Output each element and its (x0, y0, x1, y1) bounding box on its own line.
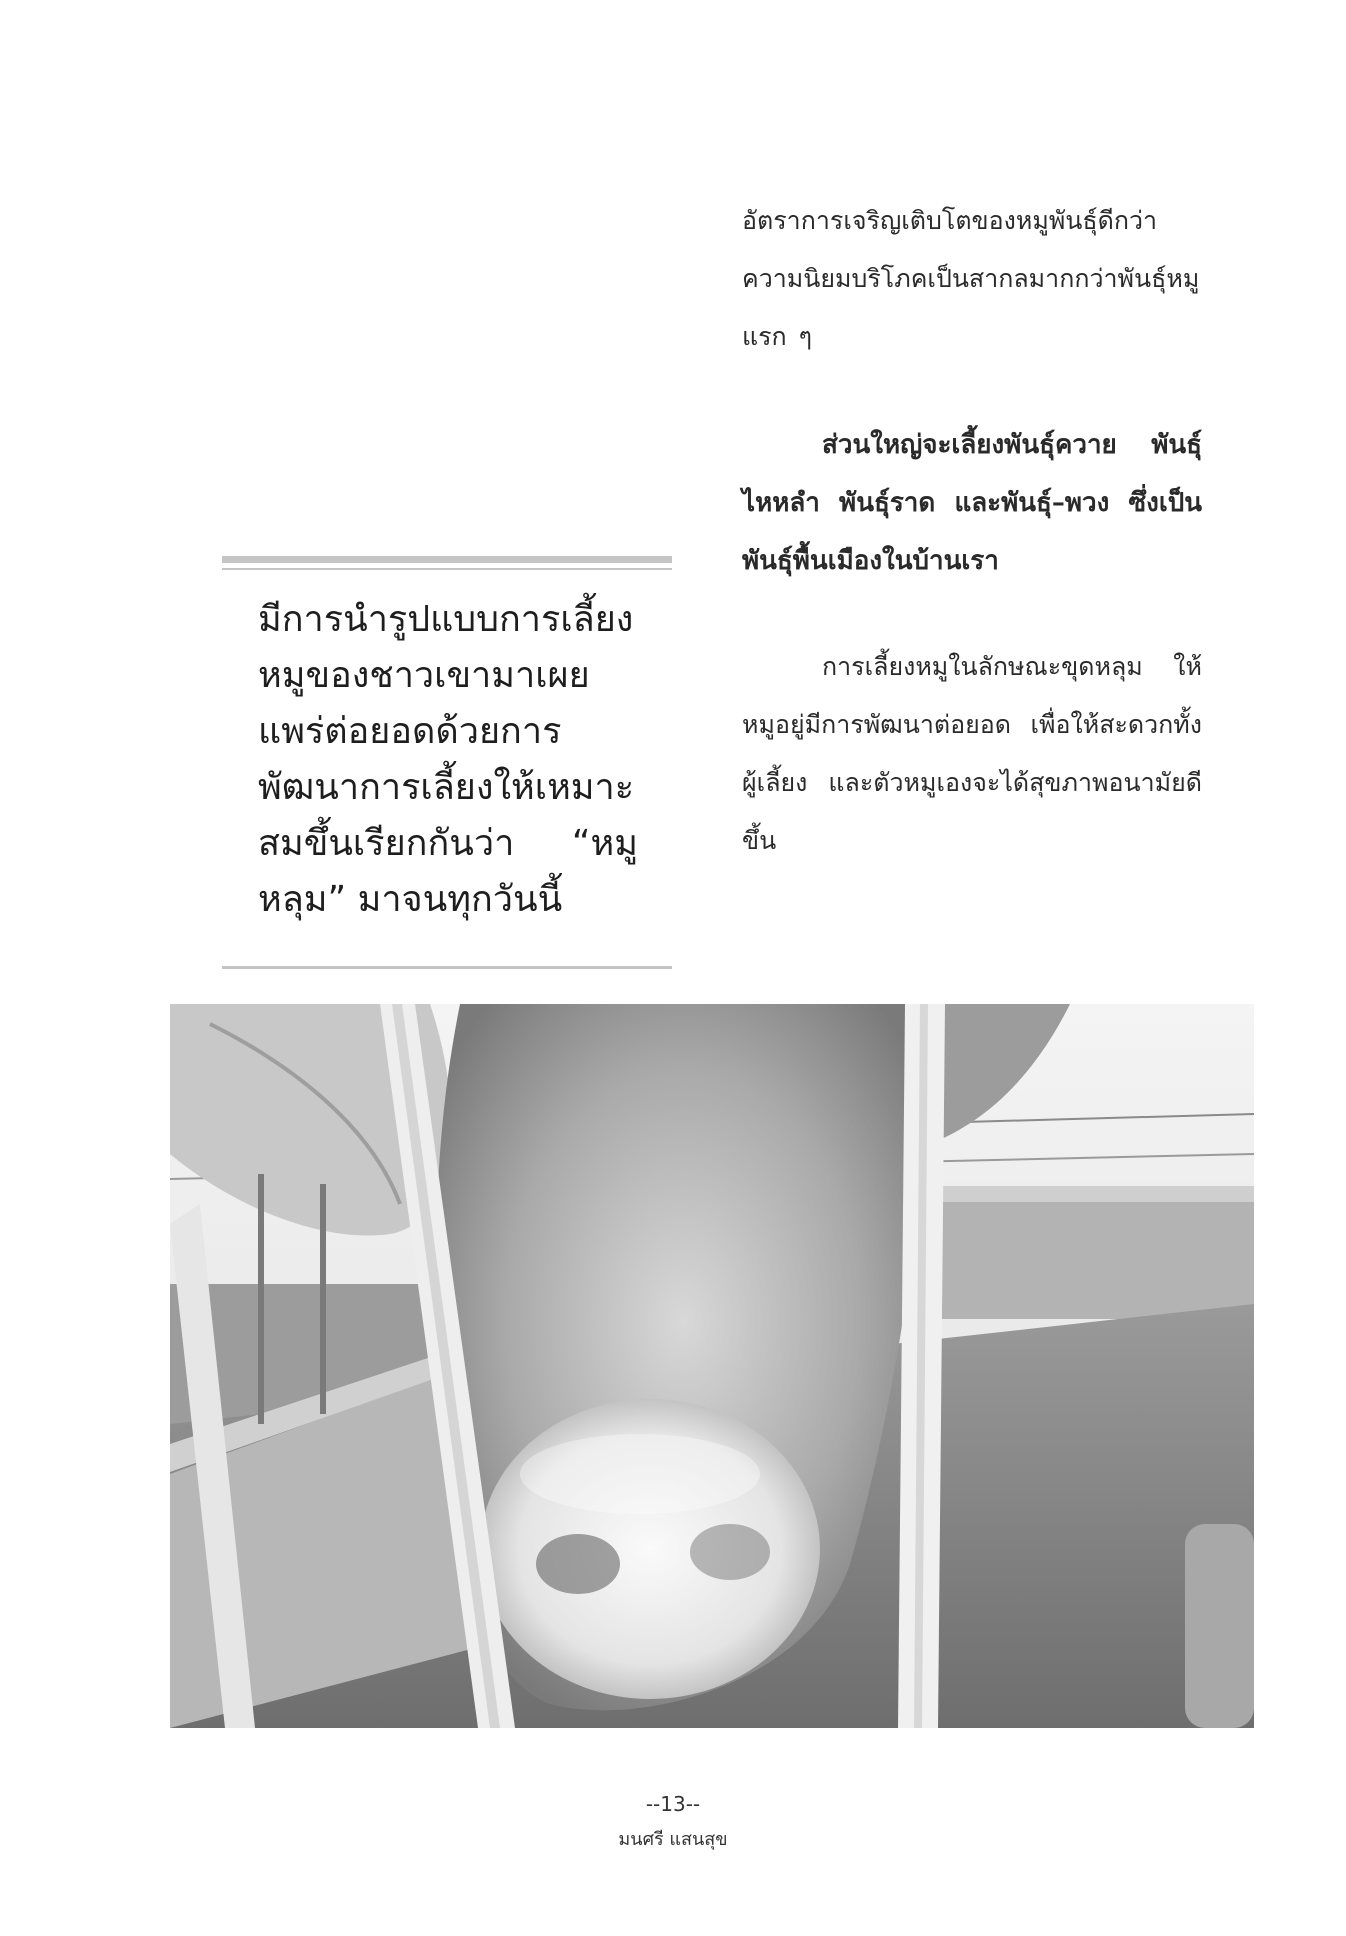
pull-quote-bottom-rule (222, 966, 672, 969)
pull-quote-top-rule (222, 556, 672, 563)
page-number: --13-- (645, 1792, 701, 1816)
pull-quote (222, 556, 672, 969)
paragraph-growth-rate: อัตราการเจริญเติบโตของหมูพันธุ์ดีกว่า ความนิยมบริโภคเป็นสากลมากกว่าพันธุ์หมูแรก ๆ (742, 206, 1200, 351)
author-name: มนศรี แสนสุข (618, 1829, 728, 1850)
pig-photo (170, 1004, 1254, 1728)
pig-snout-behind-bars-photo (170, 1004, 1254, 1728)
right-column (742, 192, 1202, 870)
paragraph-breeds-bold: ส่วนใหญ่จะเลี้ยงพันธุ์ควาย พันธุ์ไหหลำ พันธุ์ราด และพันธุ์–พวง ซึ่งเป็นพันธุ์พื้นเมืองในบ้านเรา (742, 430, 1202, 576)
paragraph-pit-raising: การเลี้ยงหมูในลักษณะขุดหลุม ให้หมูอยู่มีการพัฒนาต่อยอด เพื่อให้สะดวกทั้งผู้เลี้ยง และตัวหมูเองจะได้สุขภาพอนามัยดีขึ้น (742, 652, 1202, 855)
pull-quote-text: มีการนำรูปแบบการเลี้ยงหมูของชาวเขามาเผยแพร่ต่อยอดด้วยการพัฒนาการเลี้ยงให้เหมาะสมขึ้นเรียกกันว่า “หมูหลุม” มาจนทุกวันนี้ (258, 599, 638, 920)
